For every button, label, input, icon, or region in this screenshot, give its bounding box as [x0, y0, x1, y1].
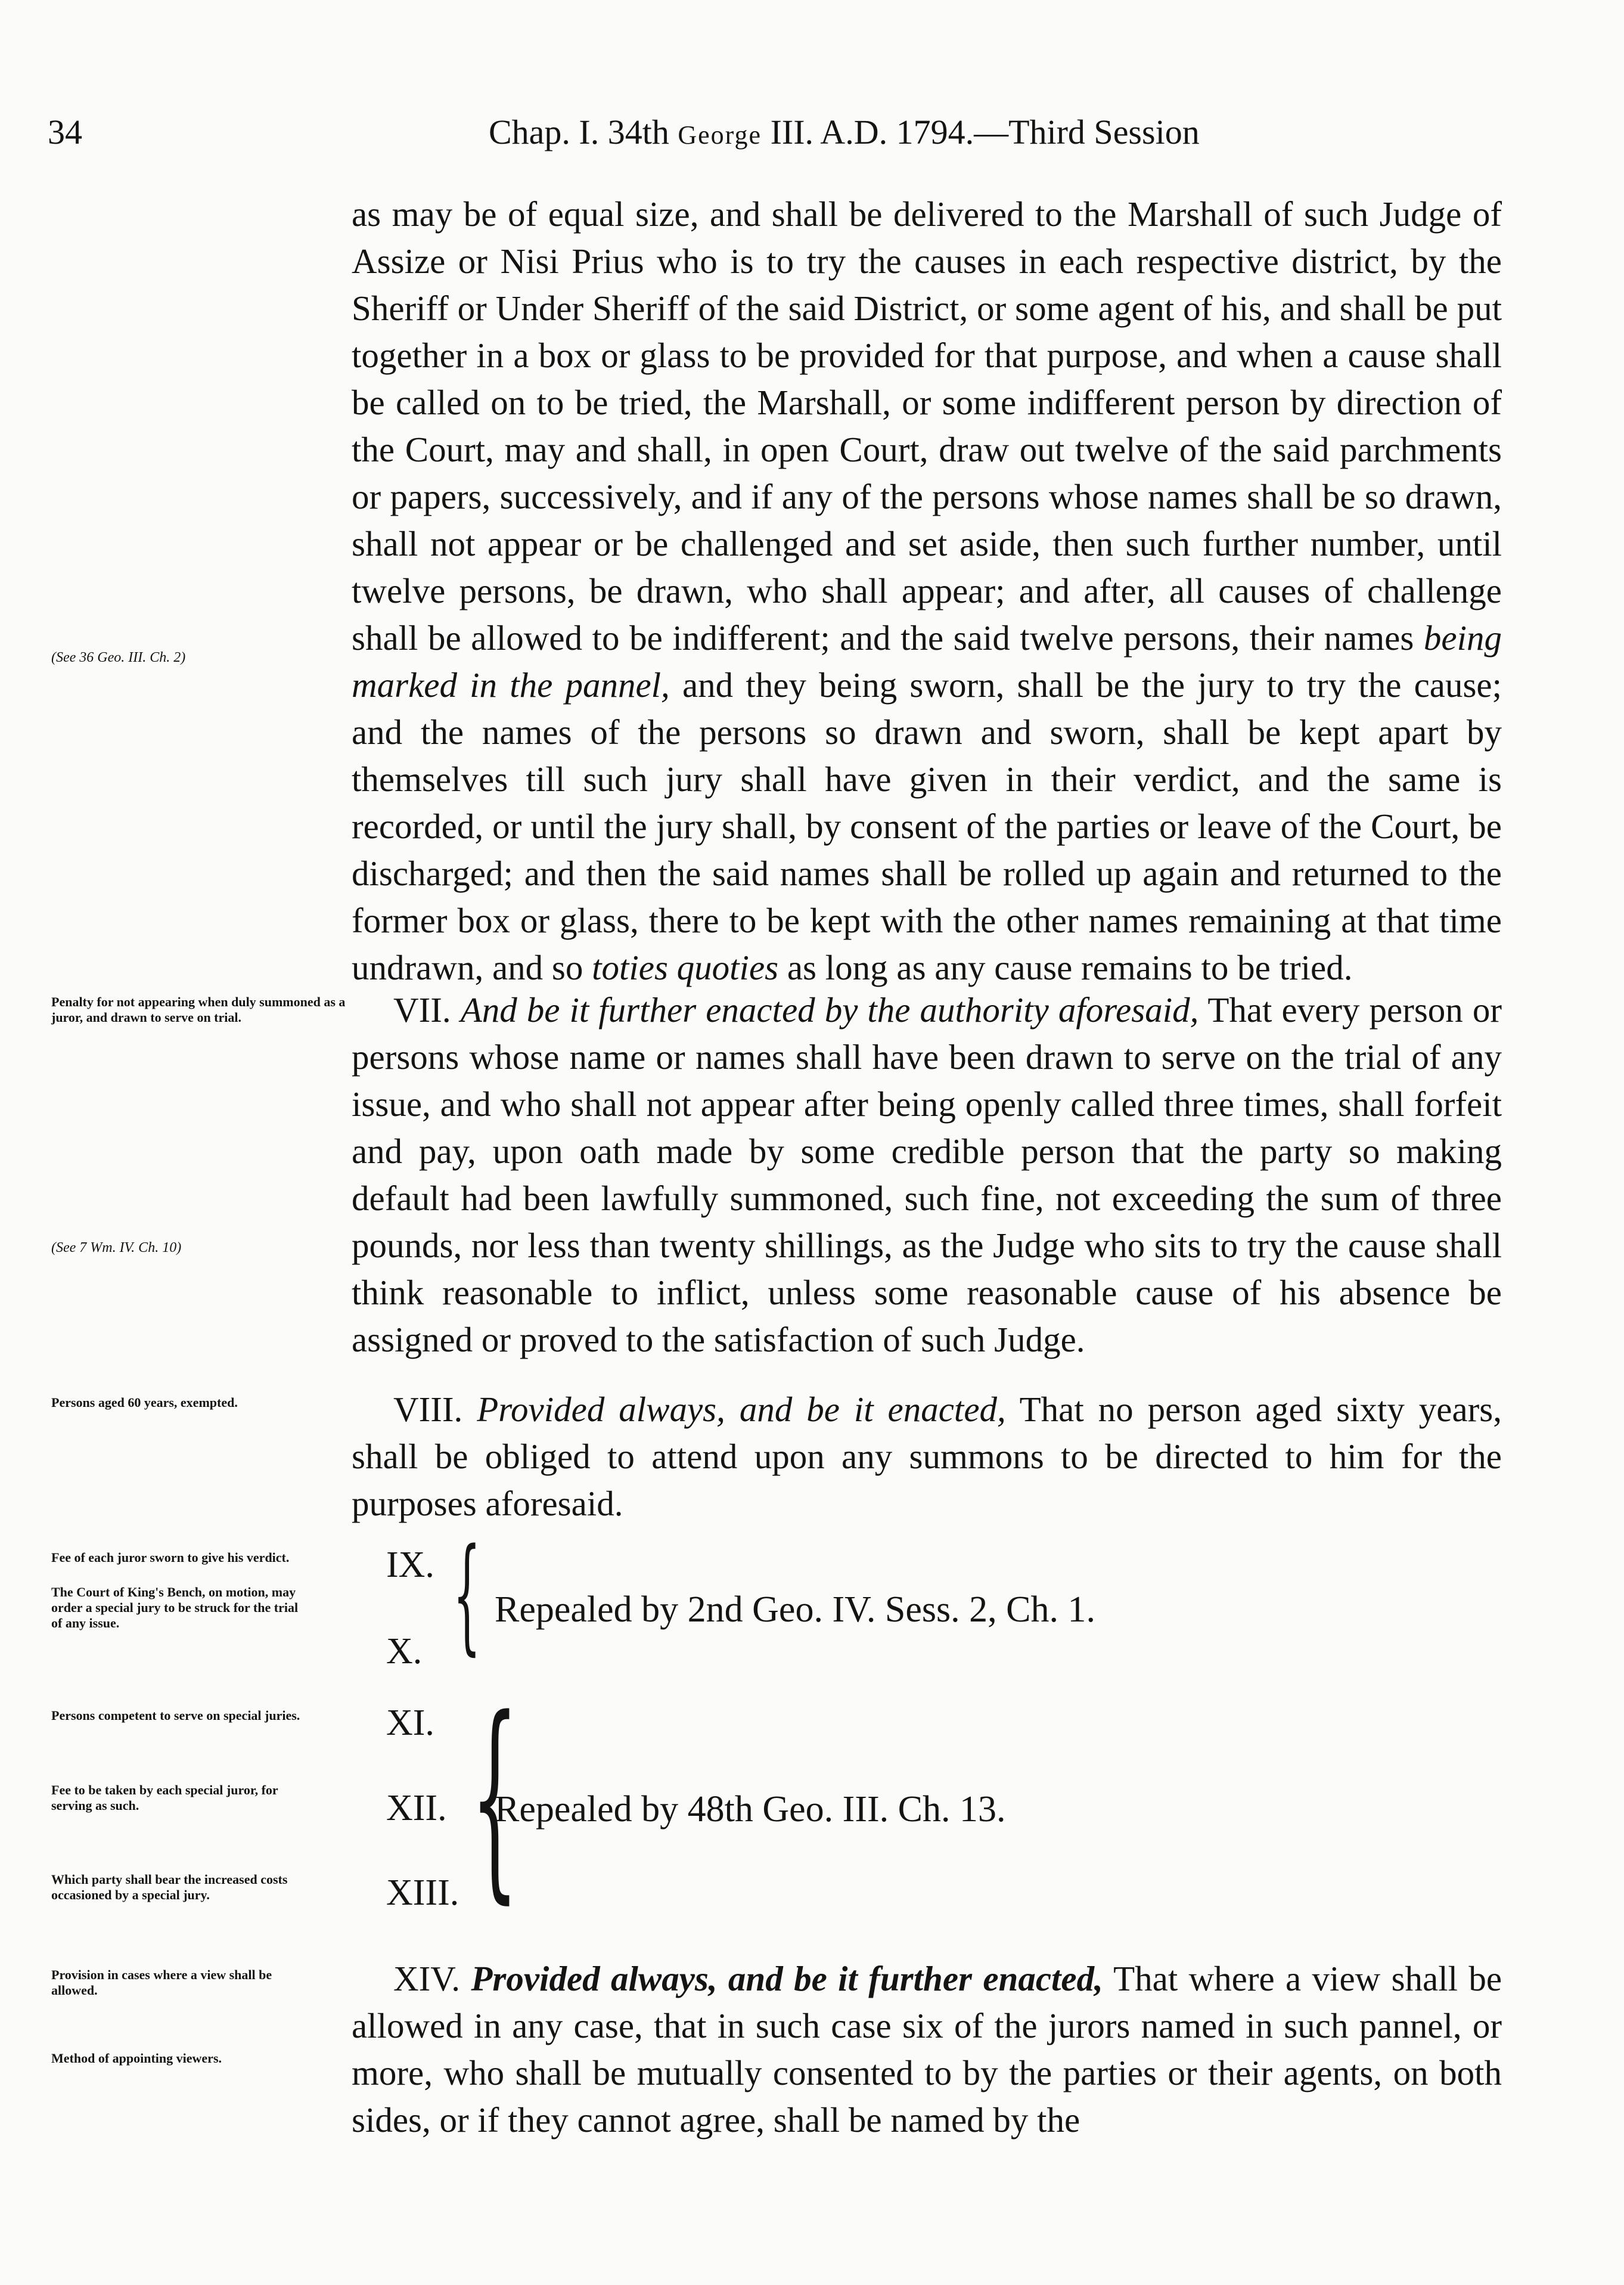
margin-note-see-7-wm: (See 7 Wm. IV. Ch. 10) — [51, 1240, 182, 1255]
margin-note-see-36-geo: (See 36 Geo. III. Ch. 2) — [51, 650, 186, 665]
continuation-paragraph — [352, 191, 1502, 991]
margin-note-method-viewers: Method of appointing viewers. — [51, 2051, 222, 2066]
continuation-text-3: as long as any cause remains to be tried. — [787, 948, 1353, 987]
page-number: 34 — [48, 113, 82, 151]
repealed-xi-xiii-text: Repealed by 48th Geo. III. Ch. 13. — [495, 1789, 1006, 1830]
section-xii-number: XII. — [386, 1788, 447, 1828]
section-xiv-text: That where a view shall be allowed in any case, that in such case six of the jurors named in such pannel, or more, who shall be mutually consented to by the parties or their agents, on both sides, or if they cannot agree, shall be named by the — [352, 1959, 1502, 2140]
section-viii-text: That no person aged sixty years, shall be obliged to attend upon any summons to be directed to him for the purposes aforesaid. — [352, 1390, 1502, 1523]
brace-xi-xiii: { — [471, 1672, 519, 1922]
margin-note-fee-juror: Fee of each juror sworn to give his verdict. — [51, 1550, 290, 1565]
section-xiii-number: XIII. — [386, 1872, 459, 1913]
brace-ix-x: { — [453, 1521, 481, 1667]
continuation-italic-1: being marked in the pannel, — [352, 618, 1502, 705]
continuation-text: as may be of equal size, and shall be delivered to the Marshall of such Judge of Assize or Nisi Prius who is to try the causes in each respective district, by the Sheriff or Under Sheriff of the said District, or some agent of his, and shall be put together in a box or glass to be provided for that purpose, and when a cause shall be called on to be tried, the Marshall, or some indifferent person by direction of the Court, may and shall, in open Court, draw out twelve of the said parchments or papers, successively, and if any of the persons whose names shall be so drawn, shall not appear or be challenged and set aside, then such further number, until twelve persons, be drawn, who shall appear; and after, all causes of challenge shall be allowed to be indifferent; and the said twelve persons, their names — [352, 194, 1502, 658]
header-king: George — [678, 120, 762, 150]
margin-note-provision-view: Provision in cases where a view shall be allowed. — [51, 1967, 272, 1998]
section-vii-text: That every person or persons whose name or names shall have been drawn to serve on the trial of any issue, and who shall not appear after being openly called three times, shall forfeit and pay, upon oath made by some credible person that the party so making default had been lawfully summoned, such fine, not exceeding the sum of three pounds, nor less than twenty shillings, as the Judge who sits to try the cause shall think reasonable to inflict, unless some reasonable cause of his absence be assigned or proved to the satisfaction of such Judge. — [352, 990, 1502, 1359]
continuation-italic-2: toties quoties — [592, 948, 779, 987]
header-year: III. A.D. 1794.—Third Session — [770, 113, 1200, 151]
margin-note-persons-aged: Persons aged 60 years, exempted. — [51, 1395, 238, 1410]
section-xiv — [352, 1955, 1502, 2144]
section-viii-number: VIII. — [393, 1390, 463, 1429]
section-x-number: X. — [386, 1631, 423, 1672]
margin-note-fee-special-juror: Fee to be taken by each special juror, for serving as such. — [51, 1782, 278, 1813]
section-xiv-number: XIV. — [393, 1959, 461, 1998]
running-header — [489, 112, 1200, 152]
margin-note-which-party: Which party shall bear the increased costs occasioned by a special jury. — [51, 1872, 288, 1902]
section-ix-number: IX. — [386, 1545, 434, 1585]
continuation-text-2: and they being sworn, shall be the jury to try the cause; and the names of the persons so drawn and sworn, shall be kept apart by themselves till such jury shall have given in their verdict, and the same is recorded, or until the jury shall, by consent of the parties or leave of the Court, be discharged; and then the said names shall be rolled up again and returned to the former box or glass, there to be kept with the other names remaining at that time undrawn, and so — [352, 665, 1502, 987]
section-viii-italic: Provided always, and be it enacted, — [477, 1390, 1006, 1429]
section-vii-number: VII. — [393, 990, 451, 1030]
section-vii-italic: And be it further enacted by the authority aforesaid, — [460, 990, 1199, 1030]
section-xi-number: XI. — [386, 1703, 434, 1743]
section-xiv-italic: Provided always, and be it further enacted, — [471, 1959, 1103, 1998]
margin-note-persons-competent: Persons competent to serve on special juries. — [51, 1708, 300, 1723]
section-vii — [352, 987, 1502, 1363]
header-chapter: Chap. I. 34th — [489, 113, 669, 151]
margin-note-penalty: Penalty for not appearing when duly summoned as a juror, and drawn to serve on trial. — [51, 994, 346, 1025]
repealed-ix-x-text: Repealed by 2nd Geo. IV. Sess. 2, Ch. 1. — [495, 1589, 1095, 1630]
margin-note-court-kings-bench: The Court of King's Bench, on motion, may order a special jury to be struck for the trial of any issue. — [51, 1585, 299, 1630]
section-viii — [352, 1386, 1502, 1527]
